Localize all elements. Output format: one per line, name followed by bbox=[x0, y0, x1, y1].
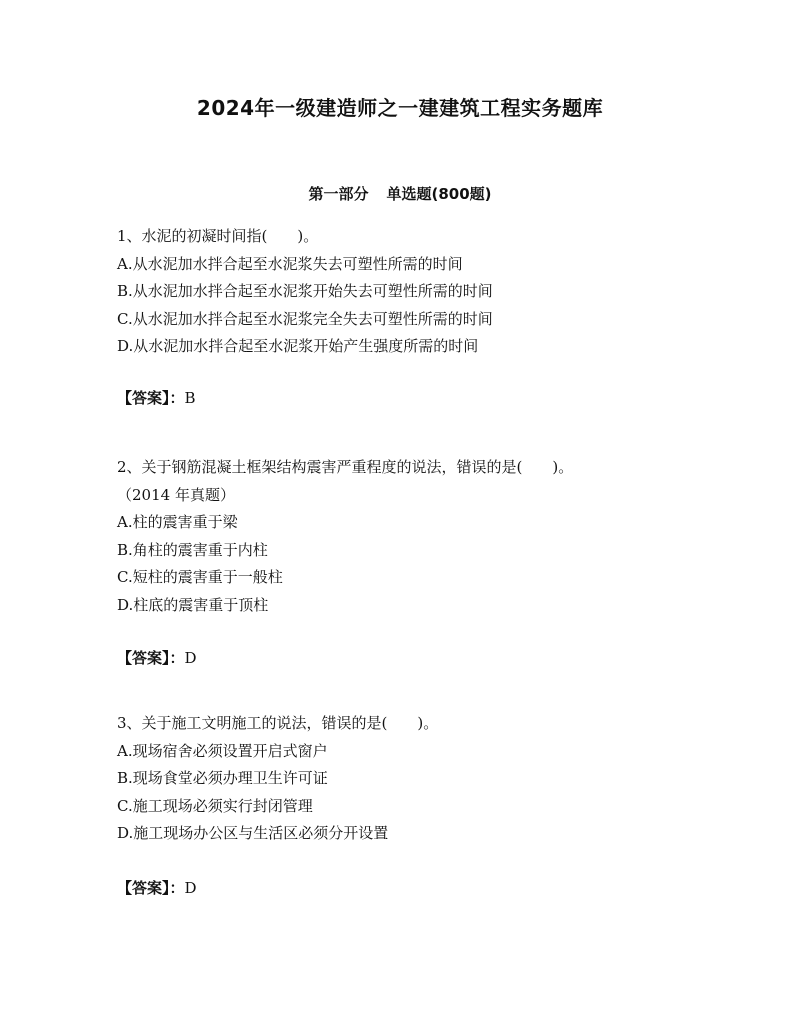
option-a: A.现场宿舍必须设置开启式窗户 bbox=[117, 741, 328, 760]
question-stem: 2、关于钢筋混凝土框架结构震害严重程度的说法，错误的是( )。 bbox=[117, 458, 574, 476]
question-stem: 3、关于施工文明施工的说法，错误的是( )。 bbox=[117, 714, 439, 732]
option-a: A.从水泥加水拌合起至水泥浆失去可塑性所需的时间 bbox=[117, 254, 463, 273]
option-c: C.从水泥加水拌合起至水泥浆完全失去可塑性所需的时间 bbox=[117, 309, 493, 328]
option-b: B.角柱的震害重于内柱 bbox=[117, 540, 268, 559]
answer-value: B bbox=[184, 389, 196, 407]
question-3 bbox=[117, 710, 687, 848]
option-d: D.柱底的震害重于顶柱 bbox=[117, 595, 269, 614]
answer-value: D bbox=[184, 649, 197, 667]
answer-2 bbox=[117, 646, 197, 670]
question-2 bbox=[117, 454, 687, 620]
option-c: C.施工现场必须实行封闭管理 bbox=[117, 796, 313, 815]
question-stem: 1、水泥的初凝时间指( )。 bbox=[117, 227, 319, 245]
question-1 bbox=[117, 223, 687, 361]
section-name: 单选题(800题) bbox=[386, 185, 492, 203]
question-note: （2014 年真题） bbox=[117, 485, 235, 504]
section-heading bbox=[0, 182, 800, 206]
answer-value: D bbox=[184, 879, 197, 897]
option-b: B.从水泥加水拌合起至水泥浆开始失去可塑性所需的时间 bbox=[117, 282, 493, 301]
answer-1 bbox=[117, 386, 196, 410]
answer-label: 【答案】： bbox=[117, 389, 185, 407]
answer-label: 【答案】： bbox=[117, 649, 185, 667]
answer-label: 【答案】： bbox=[117, 879, 185, 897]
option-d: D.从水泥加水拌合起至水泥浆开始产生强度所需的时间 bbox=[117, 337, 479, 356]
section-part: 第一部分 bbox=[308, 185, 369, 203]
option-c: C.短柱的震害重于一般柱 bbox=[117, 568, 283, 587]
document-title: 2024年一级建造师之一建建筑工程实务题库 bbox=[196, 96, 604, 120]
option-a: A.柱的震害重于梁 bbox=[117, 513, 238, 532]
option-d: D.施工现场办公区与生活区必须分开设置 bbox=[117, 824, 389, 843]
option-b: B.现场食堂必须办理卫生许可证 bbox=[117, 769, 328, 788]
answer-3 bbox=[117, 876, 197, 900]
